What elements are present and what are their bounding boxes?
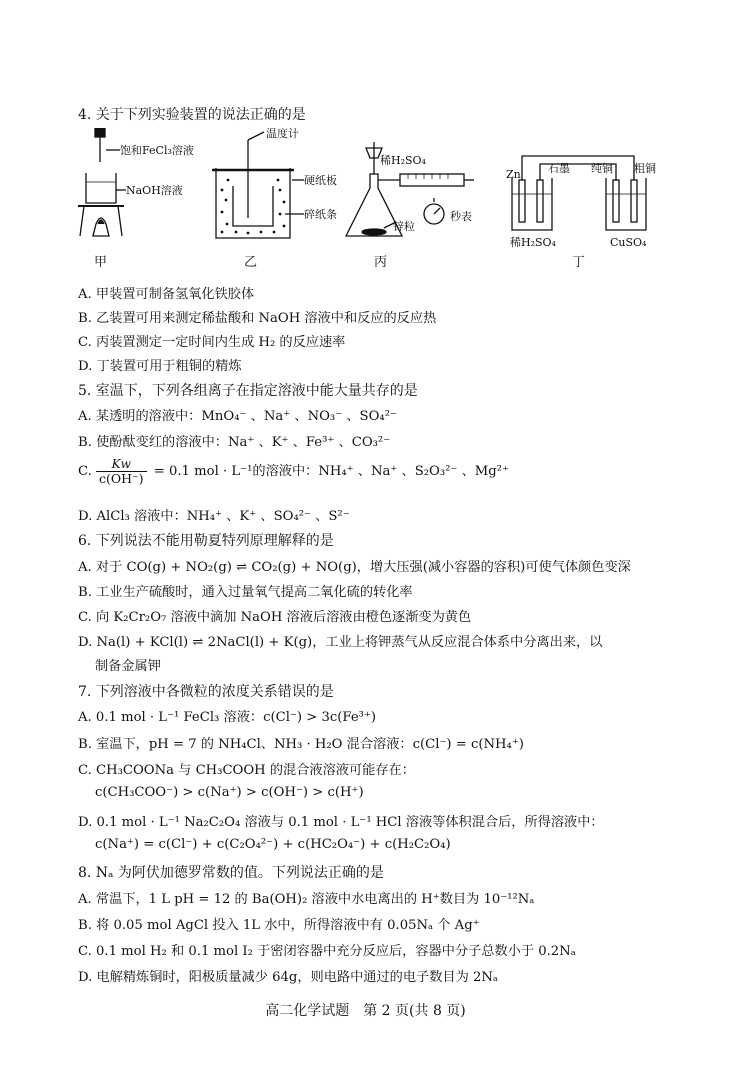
bing-caption: 丙: [374, 255, 388, 270]
q5-option-c: [78, 458, 509, 485]
q8-option-b: B. 将 0.05 mol AgCl 投入 1L 水中，所得溶液中有 0.05Nₐ 个 Ag⁺: [78, 918, 480, 933]
ding-label-cu: 纯铜: [591, 162, 613, 175]
apparatus-bing: [346, 142, 474, 270]
apparatus-yi: [212, 128, 337, 270]
yi-label-thermo: 温度计: [266, 128, 299, 140]
ding-label-zn: Zn: [506, 168, 521, 181]
q7-option-b: B. 室温下，pH = 7 的 NH₄Cl、NH₃ · H₂O 混合溶液：c(Cl⁻) = c(NH₄⁺): [78, 737, 524, 752]
q7-option-a: A. 0.1 mol · L⁻¹ FeCl₃ 溶液：c(Cl⁻) > 3c(Fe³⁺): [78, 710, 377, 725]
q6-option-d-continued: 制备金属钾: [95, 659, 161, 674]
ding-label-cuso4: CuSO₄: [610, 236, 647, 249]
q6-option-d: D. Na(l) + KCl(l) ⇌ 2NaCl(l) + K(g)，工业上将钾蒸气从反应混合体系中分离出来，以: [78, 635, 603, 650]
q7-option-c: C. CH₃COONa 与 CH₃COOH 的混合液溶液可能存在：: [78, 763, 415, 778]
q5-option-a: A. 某透明的溶液中：MnO₄⁻ 、Na⁺ 、NO₃⁻ 、SO₄²⁻: [78, 409, 397, 424]
bing-label-acid: 稀H₂SO₄: [380, 154, 426, 167]
fraction-numerator: Kw: [96, 458, 147, 472]
kw-fraction: [96, 458, 147, 485]
q4-option-d: D. 丁装置可用于粗铜的精炼: [78, 359, 242, 374]
q4-apparatus-figure: [78, 128, 658, 273]
fraction-denominator: c(OH⁻): [99, 470, 144, 486]
q6-option-c: C. 向 K₂Cr₂O₇ 溶液中滴加 NaOH 溶液后溶液由橙色逐渐变为黄色: [78, 610, 472, 625]
q5-option-d: D. AlCl₃ 溶液中：NH₄⁺ 、K⁺ 、SO₄²⁻ 、S²⁻: [78, 509, 350, 524]
ding-caption: 丁: [572, 255, 586, 270]
q4-option-c: C. 丙装置测定一定时间内生成 H₂ 的反应速率: [78, 335, 346, 350]
q8-stem: 8. Nₐ 为阿伏加德罗常数的值。下列说法正确的是: [78, 865, 384, 881]
q8-option-c: C. 0.1 mol H₂ 和 0.1 mol I₂ 于密闭容器中充分反应后，容器中分子总数小于 0.2Nₐ: [78, 944, 576, 959]
q5-stem: 5. 室温下，下列各组离子在指定溶液中能大量共存的是: [78, 383, 418, 399]
q5-option-c-prefix: C.: [78, 463, 92, 479]
q8-option-a: A. 常温下，1 L pH = 12 的 Ba(OH)₂ 溶液中水电离出的 H⁺数目为 10⁻¹²Nₐ: [78, 892, 535, 907]
page-footer: 高二化学试题 第 2 页(共 8 页): [265, 1003, 466, 1019]
q4-option-a: A. 甲装置可制备氢氧化铁胶体: [78, 287, 255, 302]
apparatus-ding: [506, 156, 656, 270]
ding-label-crude: 粗铜: [634, 162, 656, 175]
q7-stem: 7. 下列溶液中各微粒的浓度关系错误的是: [78, 684, 334, 700]
bing-label-watch: 秒表: [450, 210, 472, 223]
jia-label-mid: NaOH溶液: [126, 184, 183, 197]
q8-option-d: D. 电解精炼铜时，阳极质量减少 64g，则电路中通过的电子数目为 2Nₐ: [78, 970, 498, 985]
ding-label-graphite: 石墨: [548, 162, 570, 175]
jia-label-top: 饱和FeCl₃溶液: [120, 144, 194, 157]
bing-label-zn: 锌粒: [393, 220, 415, 233]
q6-stem: 6. 下列说法不能用勒夏特列原理解释的是: [78, 533, 334, 549]
q4-stem: 4. 关于下列实验装置的说法正确的是: [78, 107, 306, 123]
q6-option-a: A. 对于 CO(g) + NO₂(g) ⇌ CO₂(g) + NO(g)，增大压强(减小容器的容积)可使气体颜色变深: [78, 560, 631, 575]
yi-caption: 乙: [244, 255, 258, 270]
q6-option-b: B. 工业生产硫酸时，通入过量氧气提高二氧化硫的转化率: [78, 585, 413, 600]
q4-option-b: B. 乙装置可用来测定稀盐酸和 NaOH 溶液中和反应的反应热: [78, 311, 437, 326]
jia-caption: 甲: [94, 255, 108, 270]
yi-label-board: 硬纸板: [304, 174, 337, 187]
q5-option-c-rest: = 0.1 mol · L⁻¹的溶液中：NH₄⁺ 、Na⁺ 、S₂O₃²⁻ 、Mg²⁺: [153, 463, 509, 479]
q7-option-d: D. 0.1 mol · L⁻¹ Na₂C₂O₄ 溶液与 0.1 mol · L⁻¹ HCl 溶液等体积混合后，所得溶液中：: [78, 815, 604, 830]
apparatus-jia: [78, 128, 194, 270]
q7-option-c-continued: c(CH₃COO⁻) > c(Na⁺) > c(OH⁻) > c(H⁺): [95, 785, 364, 800]
q5-option-b: B. 使酚酞变红的溶液中：Na⁺ 、K⁺ 、Fe³⁺ 、CO₃²⁻: [78, 435, 391, 450]
ding-label-h2so4: 稀H₂SO₄: [510, 236, 556, 249]
yi-label-paper: 碎纸条: [304, 208, 337, 221]
q7-option-d-continued: c(Na⁺) = c(Cl⁻) + c(C₂O₄²⁻) + c(HC₂O₄⁻) + c(H₂C₂O₄): [95, 837, 451, 852]
